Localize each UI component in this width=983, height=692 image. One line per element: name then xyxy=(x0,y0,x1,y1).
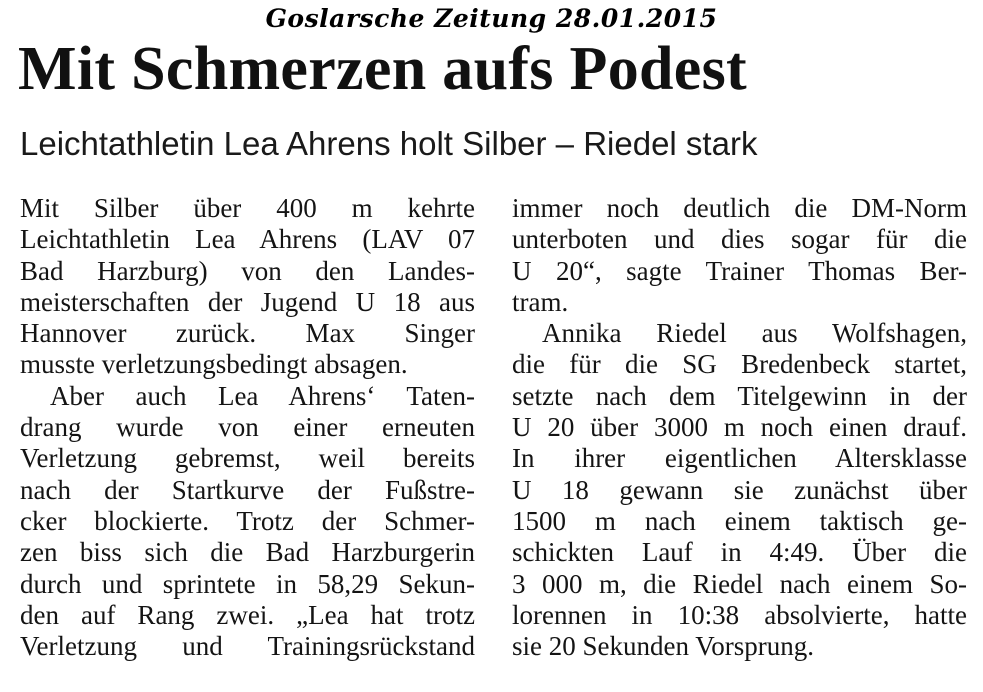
article-text-line: setzte nach dem Titelgewinn in der xyxy=(512,380,967,411)
article-text-line: schickten Lauf in 4:49. Über die xyxy=(512,537,967,568)
article-text-line: immer noch deutlich die DM-Norm xyxy=(512,193,967,223)
article-text-line: Hannover zurück. Max Singer xyxy=(20,318,475,349)
article-text-line: drang wurde von einer erneuten xyxy=(20,412,475,443)
article-text-line: Leichtathletin Lea Ahrens (LAV 07 xyxy=(20,224,475,255)
article-text-line: unterboten und dies sogar für die xyxy=(512,224,967,255)
article-text-line: sie 20 Sekunden Vorsprung. xyxy=(512,631,814,662)
article-column-left xyxy=(20,193,475,662)
article-text-line: 1500 m nach einem taktisch ge- xyxy=(512,505,967,536)
article-text-line: zen biss sich die Bad Harzburgerin xyxy=(20,537,475,568)
article-text-line: U 20 über 3000 m noch einen drauf. xyxy=(512,412,967,443)
article-text-line: nach der Startkurve der Fußstre- xyxy=(20,474,475,505)
article-text-line: tram. xyxy=(512,286,569,317)
article-text-line: musste verletzungsbedingt absagen. xyxy=(20,349,408,380)
article-text-line: U 20“, sagte Trainer Thomas Ber- xyxy=(512,255,967,286)
article-text-line: Aber auch Lea Ahrens‘ Taten- xyxy=(50,380,475,411)
article-text-line: cker blockierte. Trotz der Schmer- xyxy=(20,505,475,536)
article-column-right xyxy=(512,193,967,662)
article-text-line: Verletzung gebremst, weil bereits xyxy=(20,443,475,474)
article-text-line: lorennen in 10:38 absolvierte, hatte xyxy=(512,599,967,630)
article-text-line: Annika Riedel aus Wolfshagen, xyxy=(542,318,967,349)
article-text-line: meisterschaften der Jugend U 18 aus xyxy=(20,286,475,317)
article-text-line: Mit Silber über 400 m kehrte xyxy=(20,193,475,223)
article-text-line: den auf Rang zwei. „Lea hat trotz xyxy=(20,599,475,630)
newspaper-masthead: Goslarsche Zeitung 28.01.2015 xyxy=(265,4,718,33)
article-text-line: U 18 gewann sie zunächst über xyxy=(512,474,967,505)
article-text-line: die für die SG Bredenbeck startet, xyxy=(512,349,967,380)
article-text-line: Bad Harzburg) von den Landes- xyxy=(20,255,475,286)
article-text-line: In ihrer eigentlichen Altersklasse xyxy=(512,443,967,474)
article-text-line: durch und sprintete in 58,29 Sekun- xyxy=(20,568,475,599)
article-subheadline: Leichtathletin Lea Ahrens holt Silber – Riedel stark xyxy=(20,125,758,162)
article-text-line: Verletzung und Trainingsrückstand xyxy=(20,631,475,662)
article-headline: Mit Schmerzen aufs Podest xyxy=(18,35,747,103)
article-text-line: 3 000 m, die Riedel nach einem So- xyxy=(512,568,967,599)
